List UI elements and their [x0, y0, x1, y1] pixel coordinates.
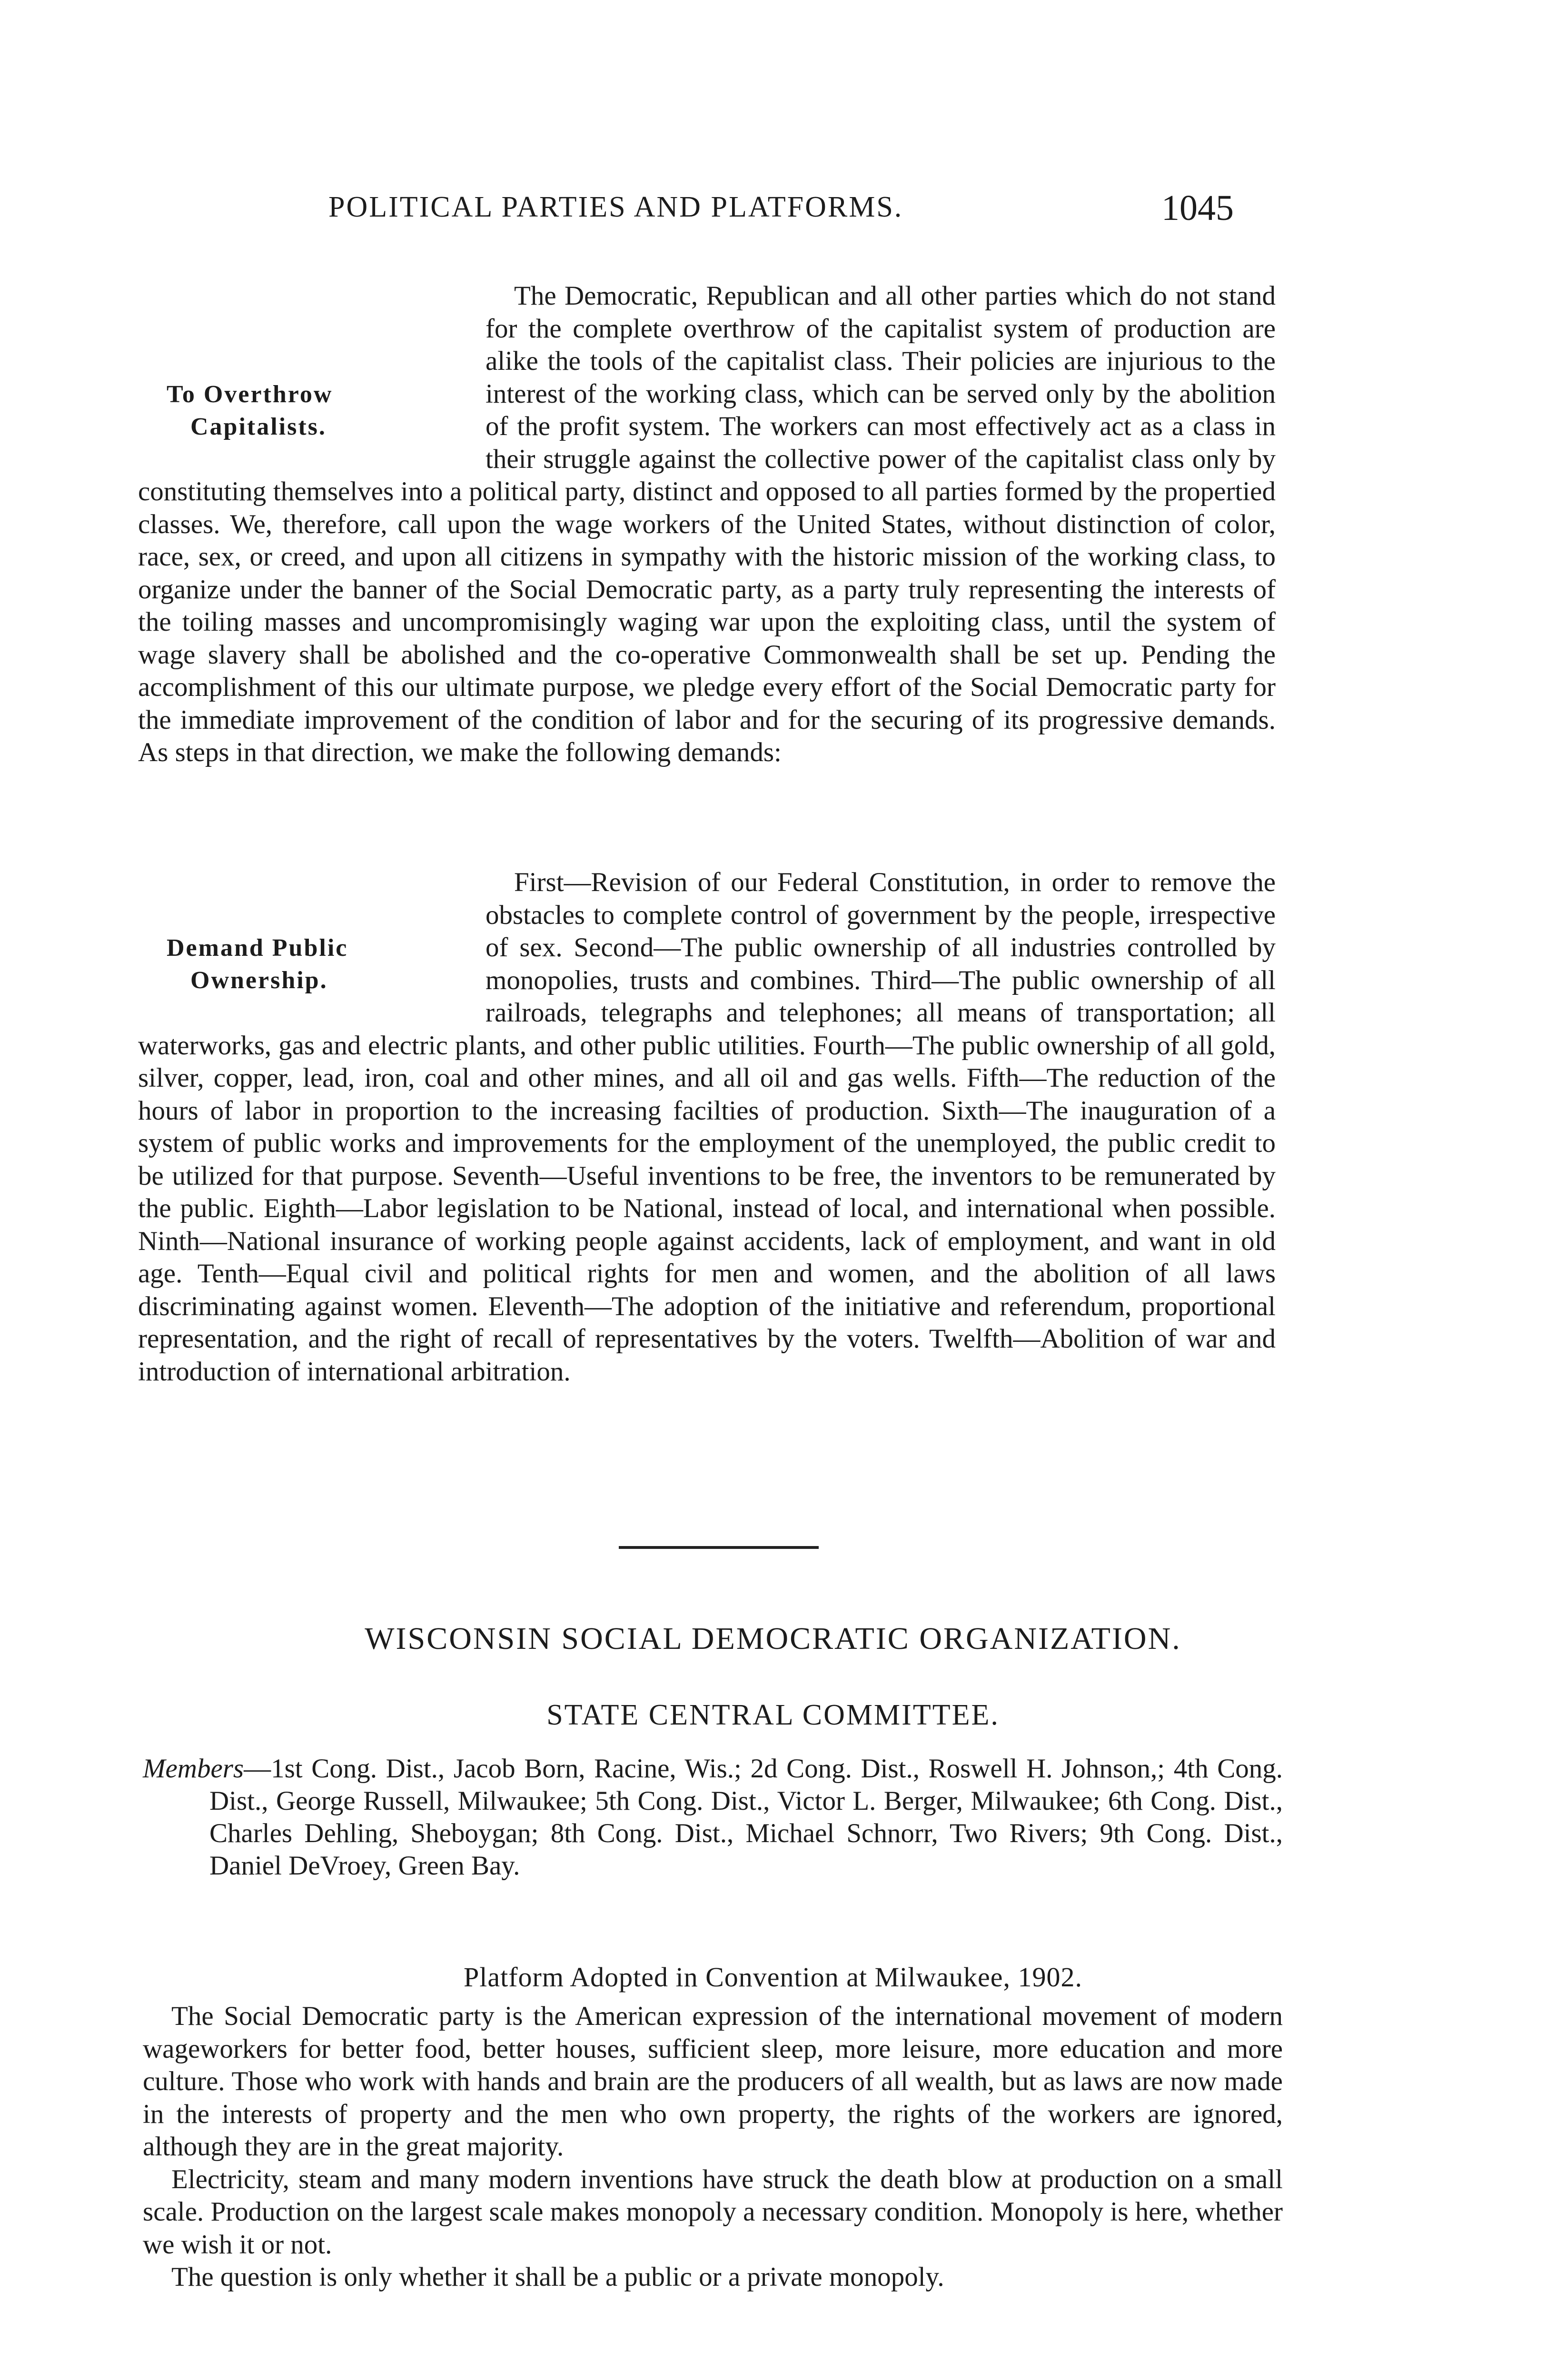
margin-note-line: Demand Public — [167, 934, 348, 962]
margin-note-line: Capitalists. — [190, 413, 327, 440]
body-paragraph: The Social Democratic party is the American expression of the international movement of modern wageworkers for better food, better houses, sufficient sleep, more leisure, more education and more culture. Those who work with hands and brain are the producers of all wealth, but as laws are now made in the interests of property and the men who own property, the rights of the workers are ignored, although they are in the great majority. — [143, 2001, 1283, 2162]
paragraph-text: First—Revision of our Federal Constitution, in order to remove the obstacles to complete control of government by the people, irrespective of sex. Second—The public ownership of all industries controlled by monopolies, trusts and combines. Third—The public ownership of all railroads, telegraphs and telephones; all means of transportation; all waterworks, gas and electric plants, and other public utilities. Fourth—The public ownership of all gold, silver, copper, lead, iron, coal and other mines, and all oil and gas wells. Fifth—The reduction of the hours of labor in proportion to the increasing facilties of production. Sixth—The inauguration of a system of public works and improvements for the employment of the unemployed, the public credit to be utilized for that purpose. Seventh—Useful inventions to be free, the inventors to be remunerated by the public. Eighth—Labor legislation to be National, instead of local, and international when possible. Ninth—National insurance of working people against accidents, lack of employment, and want in old age. Tenth—Equal civil and political rights for men and women, and the abolition of all laws discriminating against women. Eleventh—The adoption of the initiative and referendum, proportional representation, and the right of recall of representatives by the voters. Twelfth—Abolition of war and introduction of international arbitration. — [138, 867, 1276, 1387]
body-paragraph: The question is only whether it shall be a public or a private monopoly. — [171, 2262, 944, 2292]
body-paragraph — [138, 866, 1276, 1388]
page-header — [0, 190, 1546, 243]
body-paragraph: Electricity, steam and many modern inventions have struck the death blow at production on a small scale. Production on the largest scale makes monopoly a necessary condition. Monopoly is here, whether we wish it or not. — [143, 2164, 1283, 2260]
margin-note-line: Ownership. — [190, 967, 328, 994]
sd-platform-block-1 — [138, 280, 1276, 769]
wi-platform-block — [143, 2000, 1283, 2294]
members-label: Members — [143, 1754, 244, 1784]
section-divider — [619, 1546, 819, 1549]
margin-note — [138, 345, 481, 476]
platform-caption: Platform Adopted in Convention at Milwaukee, 1902. — [463, 1962, 1083, 1993]
members-text: —1st Cong. Dist., Jacob Born, Racine, Wis.; 2d Cong. Dist., Roswell H. Johnson,; 4th Cong. Dist., George Russell, Milwaukee; 5th Cong. Dist., Victor L. Berger, Milwaukee; 6th Cong. Dist., Charles Dehling, Sheboygan; 8th Cong. Dist., Michael Schnorr, Two Rivers; 9th Cong. Dist., Daniel DeVroey, Green Bay. — [209, 1754, 1283, 1881]
page-number: 1045 — [1161, 188, 1234, 228]
section-title: WISCONSIN SOCIAL DEMOCRATIC ORGANIZATION. — [365, 1621, 1181, 1656]
running-head: POLITICAL PARTIES AND PLATFORMS. — [328, 191, 903, 223]
members-list — [143, 1753, 1283, 1882]
margin-note-line: To Overthrow — [167, 381, 333, 408]
section-subtitle: STATE CENTRAL COMMITTEE. — [546, 1699, 1000, 1731]
paragraph-text: The Democratic, Republican and all other parties which do not stand for the complete overthrow of the capitalist system of production are alike the tools of the capitalist class. Their policies are injurious to the interest of the working class, which can be served only by the abolition of the profit system. The workers can most effectively act as a class in their struggle against the collective power of the capitalist class only by constituting themselves into a political party, distinct and opposed to all parties formed by the propertied classes. We, therefore, call upon the wage workers of the United States, without distinction of color, race, sex, or creed, and upon all citizens in sympathy with the historic mission of the working class, to organize under the banner of the Social Democratic party, as a party truly representing the interests of the toiling masses and uncompromisingly waging war upon the exploiting class, until the system of wage slavery shall be abolished and the co-operative Commonwealth shall be set up. Pending the accomplishment of this our ultimate purpose, we pledge every effort of the Social Democratic party for the immediate improvement of the condition of labor and for the securing of its progressive demands. As steps in that direction, we make the following demands: — [138, 281, 1276, 767]
body-paragraph — [138, 280, 1276, 769]
margin-note — [138, 899, 481, 1029]
sd-platform-block-2 — [138, 866, 1276, 1388]
